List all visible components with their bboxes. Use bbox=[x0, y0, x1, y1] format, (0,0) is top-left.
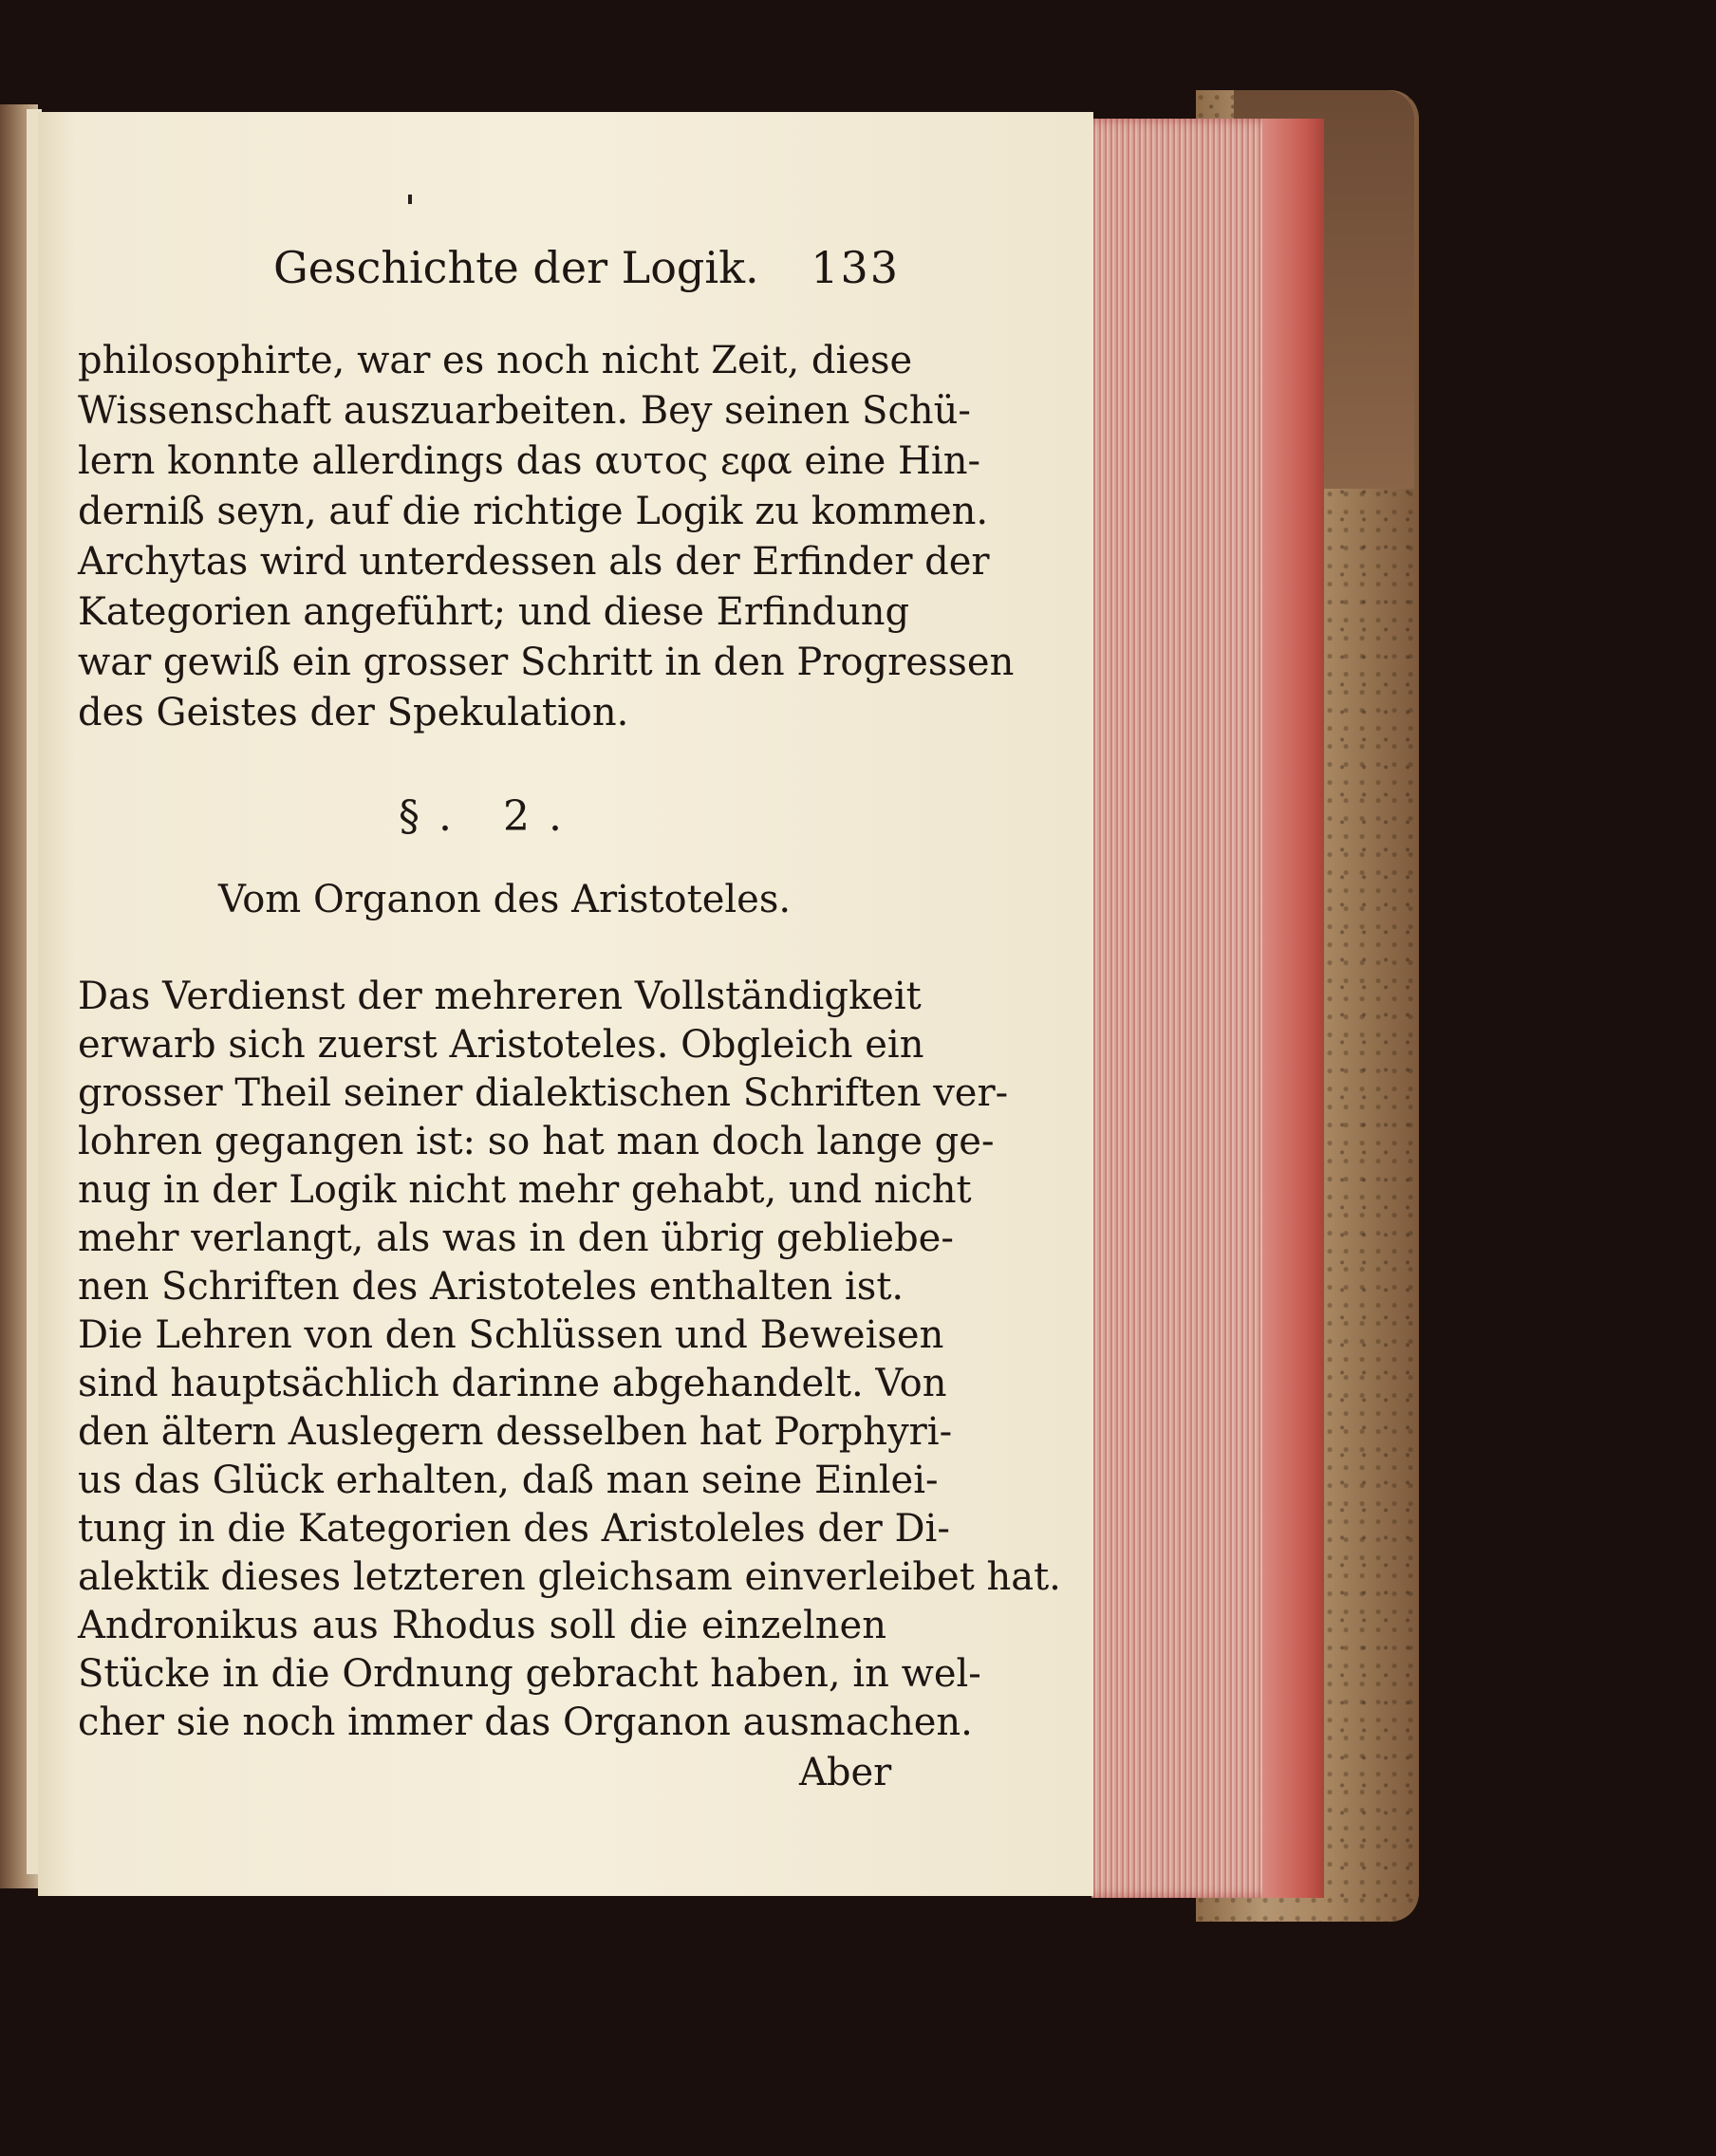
text-line: mehr verlangt, als was in den übrig gebliebe- bbox=[78, 1217, 954, 1260]
text-line: philosophirte, war es noch nicht Zeit, diese bbox=[78, 339, 913, 382]
text-line: Archytas wird unterdessen als der Erfinder der bbox=[78, 540, 990, 584]
text-line: Kategorien angeführt; und diese Erfindung bbox=[78, 590, 910, 634]
running-title: Geschichte der Logik. bbox=[273, 242, 759, 293]
text-line: war gewiß ein grosser Schritt in den Progressen bbox=[78, 641, 1015, 684]
text-line: Andronikus aus Rhodus soll die einzelnen bbox=[78, 1604, 886, 1647]
text-line: alektik dieses letzteren gleichsam einverleibet hat. bbox=[78, 1555, 1061, 1599]
running-header bbox=[273, 242, 900, 299]
text-line: cher sie noch immer das Organon ausmachen. bbox=[78, 1701, 973, 1744]
text-line: erwarb sich zuerst Aristoteles. Obgleich ein bbox=[78, 1023, 924, 1067]
text-line: derniß seyn, auf die richtige Logik zu kommen. bbox=[78, 490, 989, 533]
text-line: nen Schriften des Aristoteles enthalten ist. bbox=[78, 1265, 905, 1309]
ink-mark bbox=[408, 195, 412, 204]
text-line: den ältern Auslegern desselben hat Porphyri- bbox=[78, 1410, 953, 1454]
page-fore-edge-red bbox=[1262, 119, 1324, 1898]
text-line: lern konnte allerdings das αυτος εφα eine Hin- bbox=[78, 439, 980, 483]
text-line: Die Lehren von den Schlüssen und Beweisen bbox=[78, 1313, 944, 1357]
text-line: us das Glück erhalten, daß man seine Einlei- bbox=[78, 1459, 939, 1502]
section-title: Vom Organon des Aristoteles. bbox=[218, 878, 792, 921]
page-number: 133 bbox=[811, 242, 900, 293]
text-line: nug in der Logik nicht mehr gehabt, und nicht bbox=[78, 1168, 972, 1212]
text-line: des Geistes der Spekulation. bbox=[78, 691, 629, 734]
text-line: grosser Theil seiner dialektischen Schriften ver- bbox=[78, 1071, 1009, 1115]
text-line: Wissenschaft auszuarbeiten. Bey seinen Schü- bbox=[78, 389, 971, 433]
text-line: sind hauptsächlich darinne abgehandelt. Von bbox=[78, 1362, 947, 1405]
catchword: Aber bbox=[799, 1751, 892, 1794]
text-line: tung in die Kategorien des Aristoleles der Di- bbox=[78, 1507, 950, 1551]
text-line: lohren gegangen ist: so hat man doch lange ge- bbox=[78, 1120, 995, 1163]
text-line: Das Verdienst der mehreren Vollständigkeit bbox=[78, 975, 922, 1018]
section-number: §. 2. bbox=[399, 792, 581, 841]
text-line: Stücke in die Ordnung gebracht haben, in wel- bbox=[78, 1652, 981, 1696]
